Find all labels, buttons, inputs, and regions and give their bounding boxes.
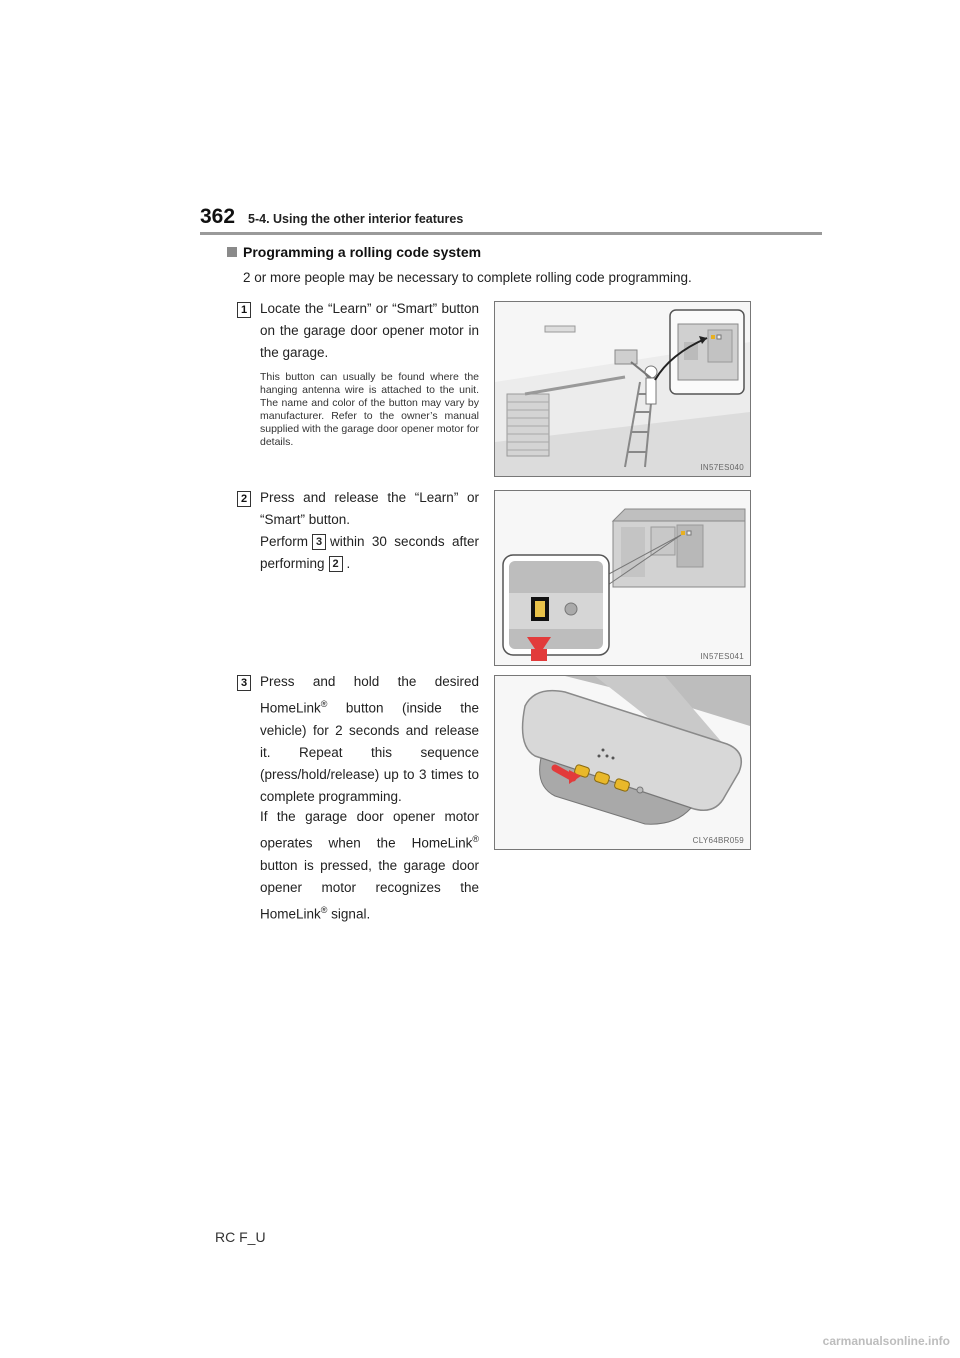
footer-model-code: RC F_U [215, 1229, 266, 1245]
learn-button-illustration [495, 491, 750, 665]
section-title: 5-4. Using the other interior features [248, 212, 464, 226]
step-number-1: 1 [237, 302, 251, 318]
figure-code: IN57ES041 [700, 652, 744, 661]
figure-code: CLY64BR059 [692, 836, 744, 845]
page-number: 362 [200, 205, 236, 228]
figure-homelink-mirror [494, 675, 751, 850]
step-number-2: 2 [237, 491, 251, 507]
subsection-heading: Programming a rolling code system [227, 244, 481, 260]
step-ref-2: 2 [329, 556, 343, 572]
mirror-illustration [495, 676, 750, 849]
step-number-3: 3 [237, 675, 251, 691]
watermark: carmanualsonline.info [822, 1334, 950, 1348]
step-1-text: Locate the “Learn” or “Smart” button on the garage door opener motor in the garage. [260, 301, 479, 360]
step-3-result: If the garage door opener motor operates when the HomeLink® button is pressed, the garage door opener motor recognizes the HomeLink® signal. [260, 809, 479, 921]
step-2-line-1: Press and release the “Learn” or “Smart” button. [260, 490, 479, 527]
step-3-text: Press and hold the desired HomeLink® button (inside the vehicle) for 2 seconds and release it. Repeat this sequence (press/hold/release) up to 3 times to complete programming. [260, 674, 479, 804]
step-2-perform: Perform 3 within 30 seconds after performing 2 . [260, 534, 479, 571]
header-rule [200, 232, 822, 235]
figure-code: IN57ES040 [700, 463, 744, 472]
square-bullet-icon [227, 247, 237, 257]
figure-learn-button [494, 490, 751, 666]
step-1-note: This button can usually be found where the hanging antenna wire is attached to the unit. The name and color of the button may vary by manufacturer. Refer to the owner’s manual supplied with the garage door opener motor for details. [260, 371, 479, 448]
figure-garage-opener [494, 301, 751, 477]
step-2-text [260, 487, 479, 575]
intro-text: 2 or more people may be necessary to complete rolling code programming. [243, 270, 692, 285]
garage-illustration [495, 302, 750, 476]
step-ref-3: 3 [312, 534, 326, 550]
